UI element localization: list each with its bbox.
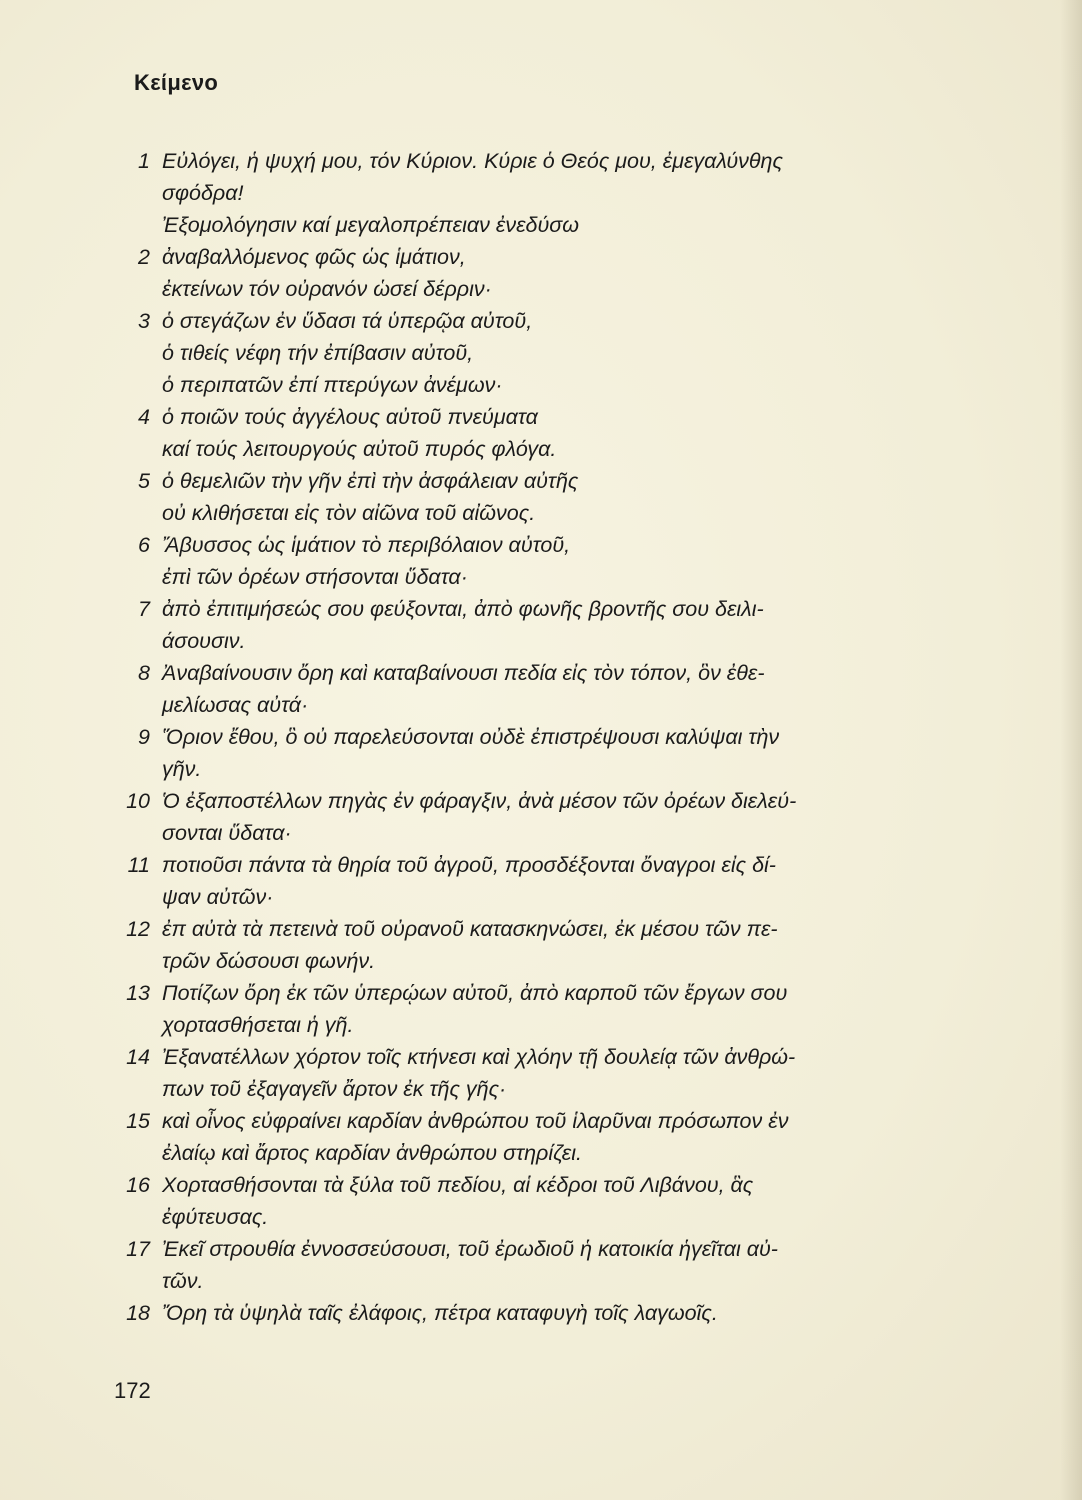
verse-text: ἐπ αὐτὰ τὰ πετεινὰ τοῦ οὐρανοῦ κατασκηνώσει, ἐκ μέσου τῶν πε-: [162, 917, 778, 941]
verse-number: 2: [138, 245, 150, 269]
verse-text: τρῶν δώσουσι φωνήν.: [162, 949, 376, 973]
verse-line: [112, 532, 992, 558]
verse-text: χορτασθήσεται ἡ γῆ.: [162, 1013, 354, 1037]
verse-number: 15: [126, 1109, 150, 1133]
verse-text: ἐλαίῳ καὶ ἄρτος καρδίαν ἀνθρώπου στηρίζει.: [162, 1141, 582, 1165]
verse-line: [112, 1300, 992, 1326]
verse-text: τῶν.: [162, 1269, 204, 1293]
verse-line: [112, 1236, 992, 1262]
verse-line: [112, 1204, 992, 1230]
verse-text: Ἐκεῖ στρουθία ἐννοσσεύσουσι, τοῦ ἐρωδιοῦ ἡ κατοικία ἡγεῖται αὐ-: [162, 1237, 778, 1261]
verse-number: 14: [126, 1045, 150, 1069]
verse-line: [112, 596, 992, 622]
verse-line: [112, 692, 992, 718]
verse-text: ἐπὶ τῶν ὀρέων στήσονται ὕδατα·: [162, 565, 468, 589]
verse-text: Ἐξομολόγησιν καί μεγαλοπρέπειαν ἐνεδύσω: [162, 213, 580, 237]
verse-number: 7: [138, 597, 150, 621]
verse-number: 16: [126, 1173, 150, 1197]
verse-line: [112, 148, 992, 174]
verse-text: Ὁ ἐξαποστέλλων πηγὰς ἐν φάραγξιν, ἀνὰ μέσον τῶν ὀρέων διελεύ-: [162, 789, 797, 813]
verse-line: [112, 1268, 992, 1294]
verse-line: [112, 980, 992, 1006]
verse-line: [112, 244, 992, 270]
verse-text: πων τοῦ ἐξαγαγεῖν ἄρτον ἐκ τῆς γῆς·: [162, 1077, 507, 1101]
verse-text: Ποτίζων ὄρη ἐκ τῶν ὑπερῴων αὐτοῦ, ἀπὸ καρποῦ τῶν ἔργων σου: [162, 981, 788, 1005]
verse-line: [112, 788, 992, 814]
verse-line: [112, 884, 992, 910]
verse-line: [112, 180, 992, 206]
verse-text: ἐφύτευσας.: [162, 1205, 269, 1229]
verse-line: [112, 724, 992, 750]
verse-text: σονται ὕδατα·: [162, 821, 292, 845]
verse-line: [112, 276, 992, 302]
verse-number: 17: [126, 1237, 150, 1261]
verse-line: [112, 404, 992, 430]
verse-number: 6: [138, 533, 150, 557]
verse-line: [112, 1172, 992, 1198]
verse-number: 3: [138, 309, 150, 333]
verse-line: [112, 340, 992, 366]
verse-line: [112, 1108, 992, 1134]
verse-line: [112, 468, 992, 494]
verse-line: [112, 852, 992, 878]
verse-line: [112, 1140, 992, 1166]
verse-line: [112, 372, 992, 398]
verse-text: ὁ θεμελιῶν τὴν γῆν ἐπὶ τὴν ἀσφάλειαν αὐτῆς: [162, 469, 579, 493]
verse-text: Ἄβυσσος ὡς ἱμάτιον τὸ περιβόλαιον αὐτοῦ,: [162, 533, 571, 557]
verse-number: 9: [138, 725, 150, 749]
verse-line: [112, 948, 992, 974]
verse-text: γῆν.: [162, 757, 202, 781]
verse-number: 18: [126, 1301, 150, 1325]
verse-line: [112, 916, 992, 942]
verse-text: ἀναβαλλόμενος φῶς ὡς ἱμάτιον,: [162, 245, 466, 269]
verse-text: Εὐλόγει, ἡ ψυχή μου, τόν Κύριον. Κύριε ὁ Θεός μου, ἐμεγαλύνθης: [162, 149, 783, 173]
verse-text: καὶ οἶνος εὐφραίνει καρδίαν ἀνθρώπου τοῦ ἱλαρῦναι πρόσωπον ἐν: [162, 1109, 789, 1133]
verse-number: 12: [126, 917, 150, 941]
verse-text: Χορτασθήσονται τὰ ξύλα τοῦ πεδίου, αἱ κέδροι τοῦ Λιβάνου, ἃς: [162, 1173, 754, 1197]
page-number: 172: [114, 1378, 151, 1403]
verse-number: 5: [138, 469, 150, 493]
verse-line: [112, 1012, 992, 1038]
verse-line: [112, 500, 992, 526]
verse-text: μελίωσας αὐτά·: [162, 693, 309, 717]
section-heading: Κείμενο: [134, 70, 219, 95]
verse-line: [112, 564, 992, 590]
verse-number: 13: [126, 981, 150, 1005]
verse-text: σφόδρα!: [162, 181, 244, 205]
verse-number: 4: [138, 405, 150, 429]
verse-text: ὁ περιπατῶν ἐπί πτερύγων ἀνέμων·: [162, 373, 503, 397]
verse-number: 10: [126, 789, 150, 813]
verse-line: [112, 308, 992, 334]
verse-line: [112, 820, 992, 846]
verse-text: Ἀναβαίνουσιν ὄρη καὶ καταβαίνουσι πεδία εἰς τὸν τόπον, ὃν ἐθε-: [162, 661, 765, 685]
verse-line: [112, 212, 992, 238]
verse-number: 8: [138, 661, 150, 685]
verse-text: ὁ στεγάζων ἐν ὕδασι τά ὑπερῷα αὐτοῦ,: [162, 309, 533, 333]
verse-number: 11: [127, 853, 150, 877]
verse-text: άσουσιν.: [162, 629, 246, 653]
verse-text: οὐ κλιθήσεται εἰς τὸν αἰῶνα τοῦ αἰῶνος.: [162, 501, 536, 525]
verse-line: [112, 756, 992, 782]
verse-text: Ὄρη τὰ ὑψηλὰ ταῖς ἐλάφοις, πέτρα καταφυγὴ τοῖς λαγωοῖς.: [162, 1301, 718, 1325]
verse-line: [112, 1044, 992, 1070]
verse-line: [112, 436, 992, 462]
verse-text: ἐκτείνων τόν οὐρανόν ὡσεί δέρριν·: [162, 277, 492, 301]
verse-text: ψαν αὐτῶν·: [162, 885, 274, 909]
verse-text: ὁ ποιῶν τούς ἀγγέλους αὐτοῦ πνεύματα: [162, 405, 538, 429]
verse-text: ἀπὸ ἐπιτιμήσεώς σου φεύξονται, ἀπὸ φωνῆς βροντῆς σου δειλι-: [162, 597, 764, 621]
verse-text: Ἐξανατέλλων χόρτον τοῖς κτήνεσι καὶ χλόην τῇ δουλείᾳ τῶν ἀνθρώ-: [162, 1045, 796, 1069]
verse-line: [112, 660, 992, 686]
psalm-text: [112, 148, 992, 1332]
page-edge-shadow: [1060, 0, 1082, 1500]
verse-text: ποτιοῦσι πάντα τὰ θηρία τοῦ ἀγροῦ, προσδέξονται ὄναγροι εἰς δί-: [162, 853, 776, 877]
verse-line: [112, 1076, 992, 1102]
verse-number: 1: [138, 149, 150, 173]
verse-line: [112, 628, 992, 654]
verse-text: Ὅριον ἔθου, ὃ οὐ παρελεύσονται οὐδὲ ἐπιστρέψουσι καλύψαι τὴν: [162, 725, 780, 749]
verse-text: ὁ τιθείς νέφη τήν ἐπίβασιν αὐτοῦ,: [162, 341, 474, 365]
verse-text: καί τούς λειτουργούς αὐτοῦ πυρός φλόγα.: [162, 437, 557, 461]
